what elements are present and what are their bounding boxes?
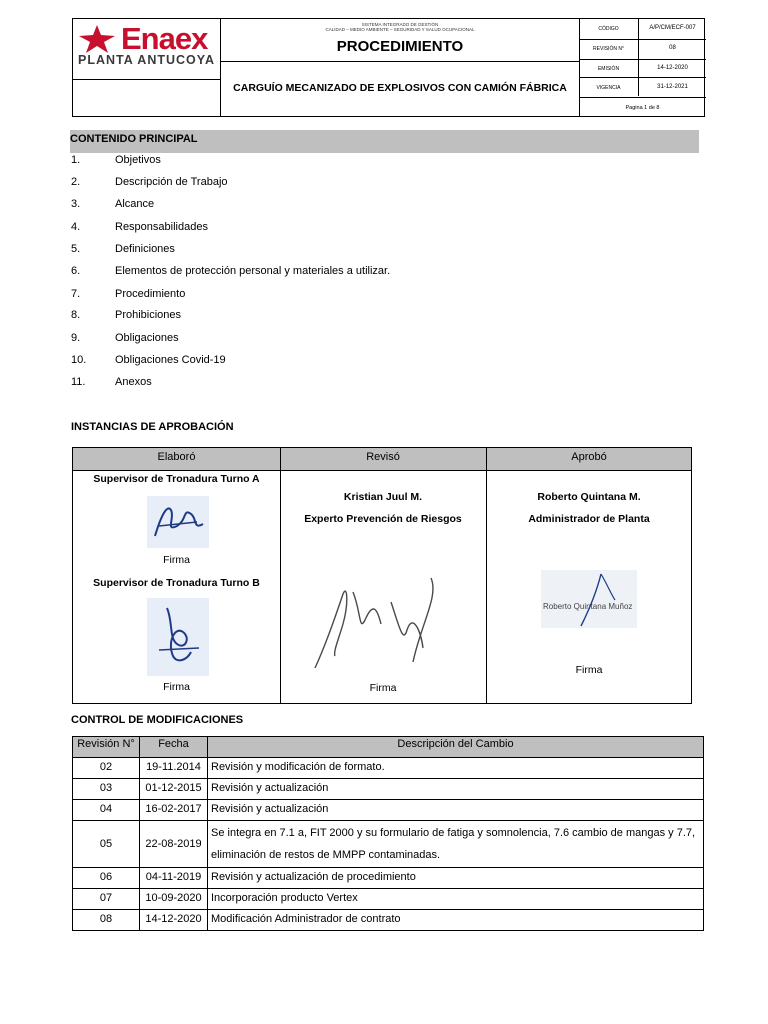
cell-date: 10-09-2020: [140, 889, 208, 910]
document-title: CARGUÍO MECANIZADO DE EXPLOSIVOS CON CAMIÓN FÁBRICA: [233, 82, 567, 94]
table-row: [73, 779, 704, 800]
page-number: Pagina 1 de 8: [625, 105, 660, 111]
cell-date: 22-08-2019: [140, 821, 208, 868]
signature-reviso: [303, 572, 463, 674]
cell-revision: 08: [73, 910, 140, 931]
cell-description: Incorporación producto Vertex: [208, 889, 704, 910]
cell-description: Revisión y actualización: [208, 800, 704, 821]
document-header: [72, 18, 705, 117]
logo-subtitle: PLANTA ANTUCOYA: [78, 53, 215, 67]
cell-date: 01-12-2015: [140, 779, 208, 800]
approval-col-reviso: Revisó: [366, 451, 400, 463]
system-line-2: CALIDAD – MEDIO AMBIENTE – SEGURIDAD Y SALUD OCUPACIONAL: [325, 27, 475, 32]
table-row: [73, 758, 704, 779]
toc-item: Anexos: [115, 376, 152, 388]
document-type: PROCEDIMIENTO: [336, 38, 464, 55]
cell-date: 14-12-2020: [140, 910, 208, 931]
toc-number: 10.: [71, 354, 87, 366]
meta-value-revision: 08: [669, 45, 676, 51]
aprobo-role: Administrador de Planta: [528, 513, 650, 525]
elaboro-role-b: Supervisor de Tronadura Turno B: [93, 577, 260, 589]
meta-value-emision: 14-12-2020: [657, 65, 688, 71]
aprobo-signature-text: Roberto Quintana Muñoz: [543, 602, 633, 611]
table-row: [73, 868, 704, 889]
meta-label-revision: REVISIÓN N°: [593, 46, 624, 52]
toc-item: Prohibiciones: [115, 309, 182, 321]
toc-number: 8.: [71, 309, 81, 321]
aprobo-firma: Firma: [575, 664, 603, 676]
reviso-role: Experto Prevención de Riesgos: [304, 513, 462, 525]
elaboro-role-a: Supervisor de Tronadura Turno A: [93, 473, 260, 485]
modifications-heading: CONTROL DE MODIFICACIONES: [71, 714, 244, 726]
cell-description: Revisión y modificación de formato.: [208, 758, 704, 779]
toc-item: Definiciones: [115, 243, 175, 255]
table-row: [73, 821, 704, 868]
cell-revision: 02: [73, 758, 140, 779]
enaex-logo-icon: [77, 25, 117, 53]
reviso-firma: Firma: [369, 682, 397, 694]
cell-description: Se integra en 7.1 a, FIT 2000 y su formulario de fatiga y somnolencia, 7.6 cambio de mangas y 7.7, eliminación de restos de MMPP contaminadas.: [208, 821, 704, 868]
table-row: [73, 800, 704, 821]
reviso-name: Kristian Juul M.: [343, 491, 423, 503]
table-row: [73, 910, 704, 931]
toc-item: Alcance: [115, 198, 155, 210]
col-descripcion: Descripción del Cambio: [208, 737, 704, 758]
logo-name: Enaex: [121, 21, 208, 56]
contents-heading-bar: [70, 130, 699, 153]
toc-number: 7.: [71, 288, 81, 300]
meta-label-vigencia: VIGENCIA: [596, 85, 621, 91]
system-line-1: SISTEMA INTEGRADO DE GESTIÓN: [361, 22, 439, 27]
signature-supervisor-a: [147, 496, 209, 548]
meta-value-vigencia: 31-12-2021: [657, 84, 688, 90]
col-fecha: Fecha: [140, 737, 208, 758]
modifications-header-row: [73, 737, 704, 758]
cell-revision: 06: [73, 868, 140, 889]
toc-item: Descripción de Trabajo: [115, 176, 228, 188]
col-revision: Revisión N°: [73, 737, 140, 758]
cell-description: Revisión y actualización de procedimiento: [208, 868, 704, 889]
toc-item: Elementos de protección personal y materiales a utilizar.: [115, 265, 391, 277]
signature-aprobo: [541, 570, 637, 628]
approval-col-elaboro: Elaboró: [157, 451, 196, 463]
toc-item: Objetivos: [115, 154, 161, 166]
cell-date: 16-02-2017: [140, 800, 208, 821]
toc-number: 9.: [71, 332, 81, 344]
elaboro-firma-b: Firma: [163, 681, 190, 693]
toc-number: 3.: [71, 198, 81, 210]
cell-description: Revisión y actualización: [208, 779, 704, 800]
aprobo-name: Roberto Quintana M.: [537, 491, 641, 503]
approval-heading: INSTANCIAS DE APROBACIÓN: [71, 421, 234, 433]
approval-col-aprobo: Aprobó: [571, 451, 607, 463]
cell-date: 19-11.2014: [140, 758, 208, 779]
toc-number: 1.: [71, 154, 81, 166]
toc-item: Responsabilidades: [115, 221, 208, 233]
cell-description: Modificación Administrador de contrato: [208, 910, 704, 931]
cell-revision: 07: [73, 889, 140, 910]
contents-heading: CONTENIDO PRINCIPAL: [70, 133, 198, 145]
toc-number: 5.: [71, 243, 81, 255]
toc-number: 6.: [71, 265, 81, 277]
cell-revision: 05: [73, 821, 140, 868]
toc-number: 11.: [71, 376, 86, 388]
approval-table: [72, 447, 692, 704]
table-row: [73, 889, 704, 910]
elaboro-firma-a: Firma: [163, 554, 190, 566]
cell-revision: 03: [73, 779, 140, 800]
meta-label-emision: EMISIÓN: [597, 66, 620, 72]
meta-label-codigo: CÓDIGO: [598, 26, 619, 32]
meta-value-codigo: A/P/CM/ECF-007: [649, 25, 696, 31]
modifications-table: [72, 736, 704, 931]
toc-item: Procedimiento: [115, 288, 186, 300]
toc-number: 4.: [71, 221, 81, 233]
toc-item: Obligaciones Covid-19: [115, 354, 226, 366]
cell-date: 04-11-2019: [140, 868, 208, 889]
signature-supervisor-b: [147, 598, 209, 676]
toc-item: Obligaciones: [115, 332, 179, 344]
cell-revision: 04: [73, 800, 140, 821]
toc-number: 2.: [71, 176, 81, 188]
